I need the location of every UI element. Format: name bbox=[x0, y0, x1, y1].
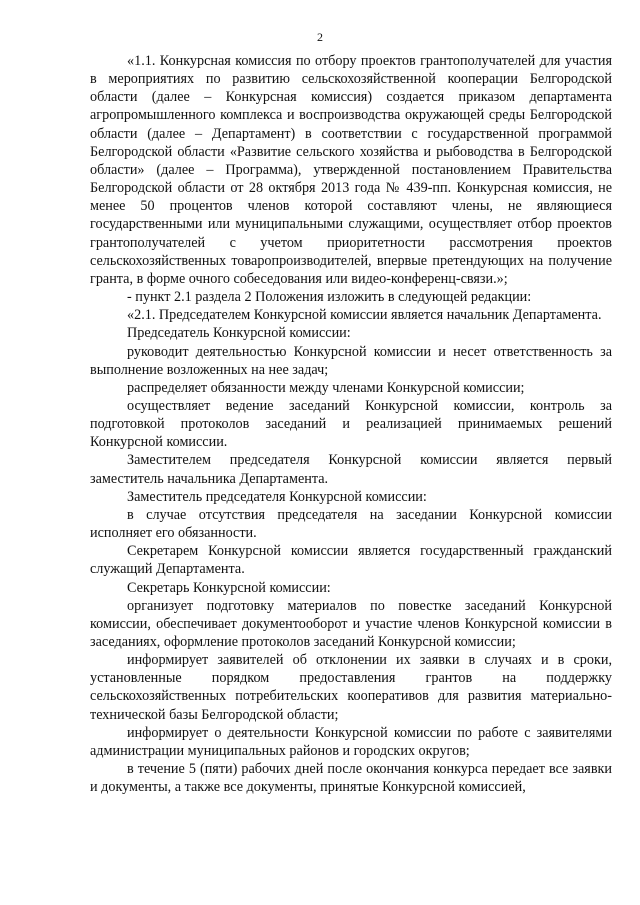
page-number: 2 bbox=[317, 30, 323, 44]
paragraph-amend-2-1: - пункт 2.1 раздела 2 Положения изложить в следующей редакции: bbox=[127, 289, 532, 306]
paragraph-deputy: Заместителем председателя Конкурсной комиссии является первый заместитель начальника Департамента. bbox=[90, 452, 612, 487]
paragraph-secretary-heading: Секретарь Конкурсной комиссии: bbox=[127, 579, 331, 596]
paragraph-secretary-duty-3: информирует о деятельности Конкурсной комиссии по работе с заявителями администрации муниципальных районов и городских округов; bbox=[90, 724, 612, 759]
paragraph-secretary: Секретарем Конкурсной комиссии является государственный гражданский служащий Департамента. bbox=[90, 543, 612, 578]
paragraph-secretary-duty-1: организует подготовку материалов по повестке заседаний Конкурсной комиссии, обеспечивает документооборот и участие членов Конкурсной комиссии в заседаниях, оформление протоколов заседаний Конкурсной комиссии; bbox=[90, 597, 612, 650]
paragraph-deputy-heading: Заместитель председателя Конкурсной комиссии: bbox=[127, 488, 427, 505]
paragraph-chair-duty-1: руководит деятельностью Конкурсной комиссии и несет ответственность за выполнение возложенных на нее задач; bbox=[90, 343, 612, 378]
paragraph-1-1: «1.1. Конкурсная комиссия по отбору проектов грантополучателей для участия в мероприятиях по развитию сельскохозяйственной кооперации Белгородской области (далее – Конкурсная комиссия) создается приказом департамента агропромышленного комплекса и воспроизводства окружающей среды Белгородской области (далее – Департамент) в соответствии с государственной программой Белгородской области «Развитие сельского хозяйства и рыбоводства в Белгородской области» (далее – Программа), утвержденной постановлением Правительства Белгородской области от 28 октября 2013 года № 439-пп. Конкурсная комиссия, не менее 50 процентов членов которой составляют члены, не являющиеся государственными или муниципальными служащими, осуществляет отбор проектов грантополучателей с учетом приоритетности рассмотрения проектов сельскохозяйственных товаропроизводителей, впервые претендующих на получение гранта, в форме очного собеседования или видео-конференц-связи.»; bbox=[90, 53, 612, 287]
paragraph-chair-duty-3: осуществляет ведение заседаний Конкурсной комиссии, контроль за подготовкой протоколов заседаний и реализацией принимаемых решений Конкурсной комиссии. bbox=[90, 397, 612, 451]
paragraph-chair-heading: Председатель Конкурсной комиссии: bbox=[127, 325, 351, 342]
document-body bbox=[90, 52, 612, 796]
paragraph-chair-duty-2: распределяет обязанности между членами Конкурсной комиссии; bbox=[127, 379, 525, 396]
paragraph-deputy-duty: в случае отсутствия председателя на заседании Конкурсной комиссии исполняет его обязанности. bbox=[90, 506, 612, 542]
paragraph-secretary-duty-2: информирует заявителей об отклонении их заявки в случаях и в сроки, установленные порядком предоставления грантов на поддержку сельскохозяйственных потребительских кооперативов для развития материально-технической базы Белгородской области; bbox=[90, 652, 612, 723]
paragraph-secretary-duty-4: в течение 5 (пяти) рабочих дней после окончания конкурса передает все заявки и документы, а также все документы, принятые Конкурсной комиссией, bbox=[90, 761, 612, 796]
paragraph-2-1: «2.1. Председателем Конкурсной комиссии является начальник Департамента. bbox=[127, 307, 602, 324]
